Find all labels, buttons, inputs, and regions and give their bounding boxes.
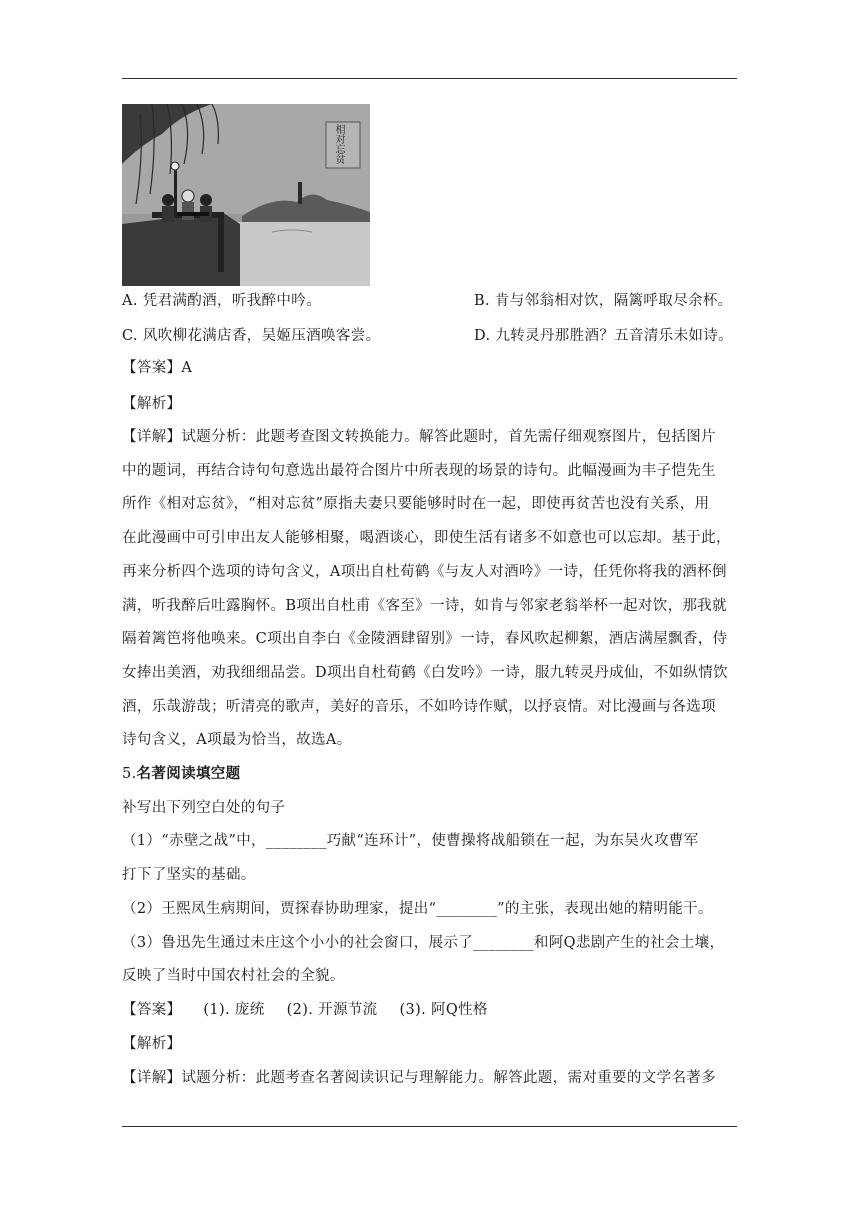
q5-item-line: 打下了坚实的基础。 [122, 867, 256, 883]
q4-detail-line: 再来分析四个选项的诗句含义，A项出自杜荀鹤《与友人对酒吟》一诗，任凭你将我的酒杯倒 [122, 564, 727, 580]
option-d: D. 九转灵丹那胜酒？五音清乐未如诗。 [474, 328, 733, 344]
q5-item-line: 反映了当时中国农村社会的全貌。 [122, 968, 345, 984]
q5-item-line: （1）“赤壁之战”中，________巧献“连环计”，使曹操将战船锁在一起，为东吴火攻曹军 [122, 833, 699, 849]
q5-analysis-label: 【解析】 [122, 1036, 182, 1052]
q4-detail-line: 【详解】试题分析：此题考查图文转换能力。解答此题时，首先需仔细观察图片，包括图片 [122, 429, 716, 445]
header-rule [122, 78, 737, 79]
q5-item-line: （3）鲁迅先生通过未庄这个小小的社会窗口，展示了________和阿Q悲剧产生的社会土壤， [122, 935, 725, 951]
q5-answer [122, 1000, 742, 1020]
q5-detail-line: 【详解】试题分析：此题考查名著阅读识记与理解能力。解答此题，需对重要的文学名著多 [122, 1070, 716, 1086]
q4-detail-line: 诗句含义，A项最为恰当，故选A。 [122, 732, 352, 748]
q5-instruction: 补写出下列空白处的句子 [122, 800, 286, 816]
option-b: B. 肯与邻翁相对饮，隔篱呼取尽余杯。 [474, 293, 733, 309]
q4-detail-line: 隔着篱笆将他唤来。C项出自李白《金陵酒肆留别》一诗，春风吹起柳絮，酒店满屋飘香，侍 [122, 631, 728, 647]
q5-heading [122, 764, 742, 784]
q5-number: 5. [122, 766, 137, 782]
q4-detail-line: 满，听我醉后吐露胸怀。B项出自杜甫《客至》一诗，如肯与邻家老翁举杯一起对饮，那我就 [122, 598, 728, 614]
q5-title: 名著阅读填空题 [136, 765, 241, 782]
q4-analysis-label: 【解析】 [122, 396, 182, 412]
q4-detail-line: 女捧出美酒，劝我细细品尝。D项出自杜荀鹤《白发吟》一诗，服九转灵丹成仙，不如纵情饮 [122, 665, 728, 681]
q5-answer-1: (1). 庞统 [203, 1002, 265, 1018]
q4-answer: 【答案】A [122, 360, 193, 376]
q4-detail-line: 酒，乐哉游哉；听清亮的歌声，美好的音乐，不如吟诗作赋，以抒哀情。对比漫画与各选项 [122, 699, 716, 715]
q5-item-line: （2）王熙凤生病期间，贾探春协助理家，提出“________”的主张，表现出她的精明能干。 [122, 901, 713, 917]
q4-detail-line: 在此漫画中可引申出友人能够相聚，喝酒谈心，即使生活有诸多不如意也可以忘却。基于此， [122, 530, 731, 546]
footer-rule [122, 1126, 737, 1127]
option-c: C. 风吹柳花满店香，吴姬压酒唤客尝。 [122, 328, 381, 344]
q5-answer-label: 【答案】 [122, 1002, 182, 1018]
q5-answer-2: (2). 开源节流 [286, 1002, 378, 1018]
q4-detail-line: 所作《相对忘贫》，“相对忘贫”原指夫妻只要能够时时在一起，即使再贫苦也没有关系，用 [122, 496, 710, 512]
q5-answer-3: (3). 阿Q性格 [399, 1002, 488, 1018]
q4-detail-line: 中的题词，再结合诗句句意选出最符合图片中所表现的场景的诗句。此幅漫画为丰子恺先生 [122, 463, 716, 479]
cartoon-caption: 相对忘贫 [333, 124, 344, 164]
cartoon-illustration [122, 104, 370, 286]
option-a: A. 凭君满酌酒，听我醉中吟。 [122, 293, 321, 309]
